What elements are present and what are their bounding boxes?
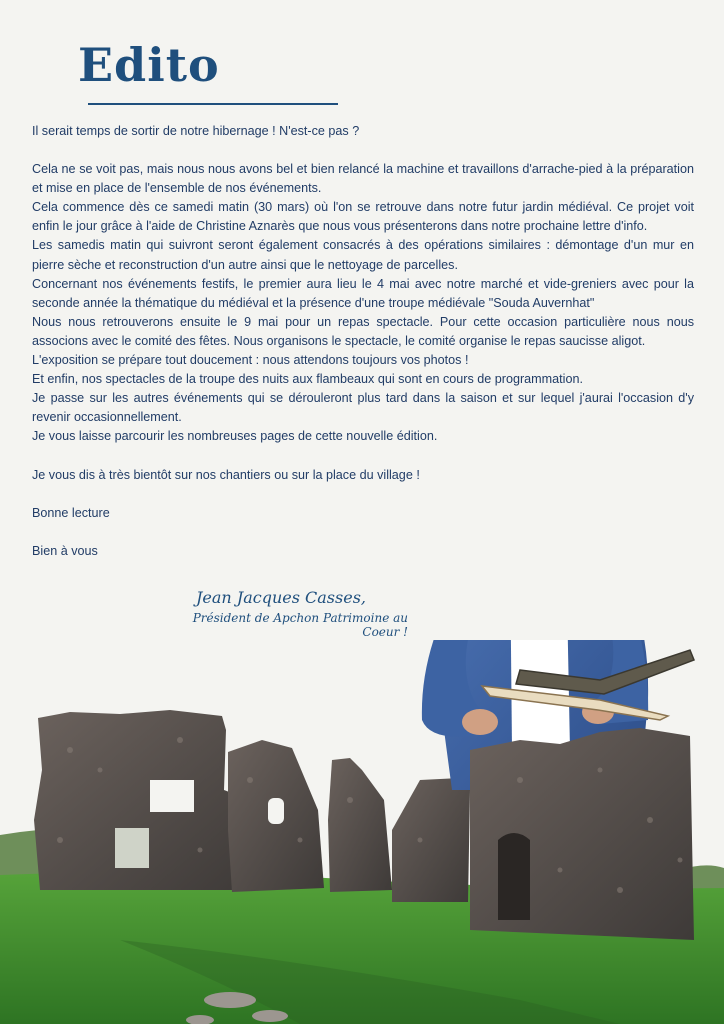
ruins-illustration <box>0 640 724 1024</box>
ruin-window <box>150 780 194 812</box>
page-title: Edito <box>78 38 220 92</box>
closing-line: Bien à vous <box>32 543 98 558</box>
paragraph: Je passe sur les autres événements qui se dérouleront plus tard dans la saison et sur lequel j'aurai l'occasion d'y revenir occasionnellement. <box>32 391 694 425</box>
signature-block <box>168 588 408 639</box>
signature-name: Jean Jacques Casses, <box>195 588 366 607</box>
ruin-pillar <box>328 758 392 892</box>
paragraph: Je vous dis à très bientôt sur nos chantiers ou sur la place du village ! <box>32 467 420 482</box>
title-underline <box>88 103 338 105</box>
ruin-doorway <box>498 833 530 920</box>
edito-body <box>32 122 694 561</box>
ruin-window <box>115 828 149 868</box>
ruin-low-wall <box>392 778 470 902</box>
signature-role: Président de Apchon Patrimoine au Coeur ! <box>192 611 408 639</box>
paragraph: Je vous laisse parcourir les nombreuses pages de cette nouvelle édition. <box>32 429 438 444</box>
paragraph: L'exposition se prépare tout doucement : nous attendons toujours vos photos ! <box>32 353 469 368</box>
paragraph: Et enfin, nos spectacles de la troupe des nuits aux flambeaux qui sont en cours de programmation. <box>32 372 583 387</box>
paragraph: Nous nous retrouverons ensuite le 9 mai pour un repas spectacle. Pour cette occasion particulière nous nous associons avec le comité des fêtes. Nous organisons le spectacle, le comité organise le repas saucisse aligot. <box>32 314 694 348</box>
closing-line: Bonne lecture <box>32 505 110 520</box>
ruin-window <box>268 798 284 824</box>
paragraph: Concernant nos événements festifs, le premier aura lieu le 4 mai avec notre marché et vide-greniers avec pour la seconde année la thématique du médiéval et la présence d'une troupe médiévale "Souda Auvernhat" <box>32 276 694 310</box>
hand <box>462 709 498 735</box>
paragraph: Il serait temps de sortir de notre hibernage ! N'est-ce pas ? <box>32 124 360 138</box>
paragraph: Cela ne se voit pas, mais nous nous avons bel et bien relancé la machine et travaillons d'arrache-pied à la préparation et mise en place de l'ensemble de nos événements. <box>32 162 694 196</box>
paragraph: Les samedis matin qui suivront seront également consacrés à des opérations similaires : démontage d'un mur en pierre sèche et reconstruction d'un autre ainsi que le nettoyage de parcelles. <box>32 238 694 272</box>
paragraph: Cela commence dès ce samedi matin (30 mars) où l'on se retrouve dans notre futur jardin médiéval. Ce projet voit enfin le jour grâce à l'aide de Christine Aznarès que nous vous présenterons dans notre prochaine lettre d'info. <box>32 200 694 234</box>
